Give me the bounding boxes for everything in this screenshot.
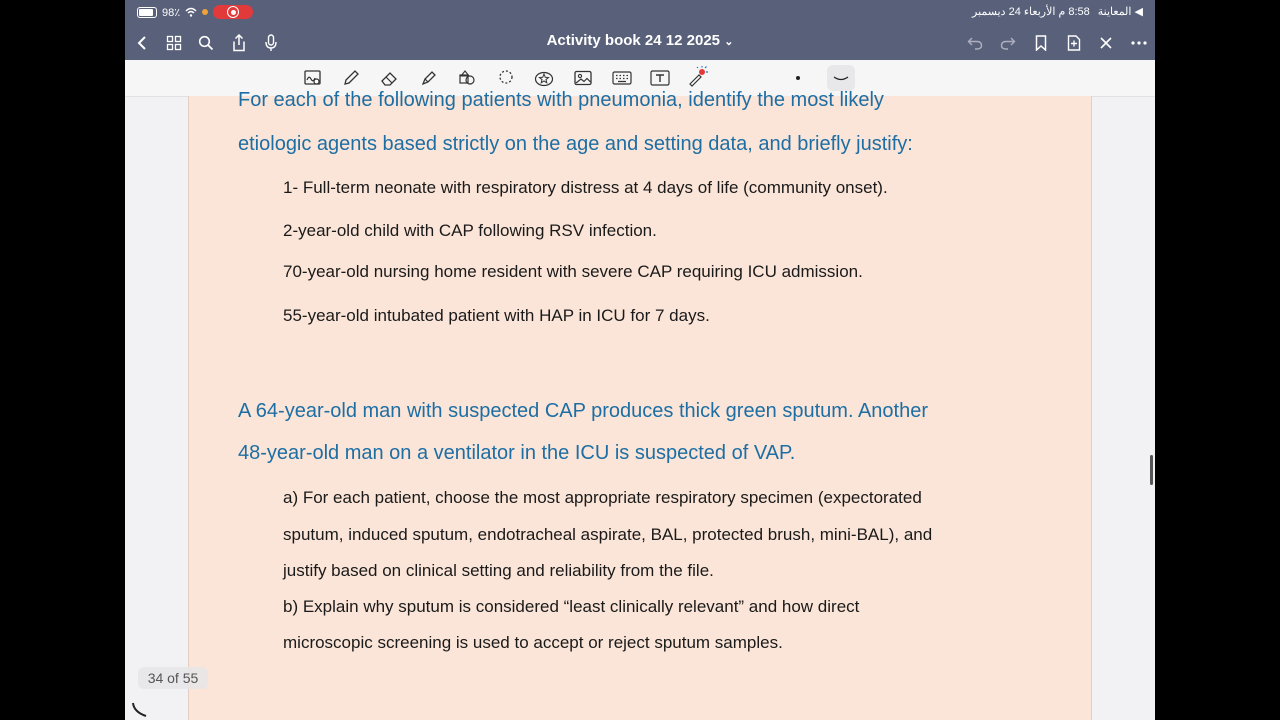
question1-line1: For each of the following patients with pneumonia, identify the most likely	[238, 89, 884, 111]
document-title-text: Activity book 24 12 2025	[546, 32, 721, 49]
question2-part-a-line1: a) For each patient, choose the most appropriate respiratory specimen (expectorated	[283, 488, 922, 507]
question1-item-3: 70-year-old nursing home resident with severe CAP requiring ICU admission.	[283, 262, 863, 281]
close-icon[interactable]	[1095, 32, 1117, 54]
question2-part-b-line2: microscopic screening is used to accept or reject sputum samples.	[283, 633, 783, 652]
screen-recording-icon[interactable]	[213, 5, 253, 19]
question2-part-a-line3: justify based on clinical setting and reliability from the file.	[283, 561, 714, 580]
question2-part-b-line1: b) Explain why sputum is considered “least clinically relevant” and how direct	[283, 597, 860, 616]
nav-row	[125, 28, 1155, 56]
app-frame	[125, 0, 1155, 720]
redo-icon[interactable]	[997, 32, 1019, 54]
back-to-app-link[interactable]: ◀ المعاينة	[1097, 6, 1143, 18]
bookmark-icon[interactable]	[1030, 32, 1052, 54]
corner-gesture-icon	[130, 700, 150, 720]
wifi-icon	[185, 7, 197, 17]
title-chevron-icon: ⌄	[724, 36, 734, 48]
scrollbar-thumb[interactable]	[1150, 455, 1153, 485]
question1-item-2: 2-year-old child with CAP following RSV infection.	[283, 221, 657, 240]
top-bar	[125, 0, 1155, 60]
question2-line1: A 64-year-old man with suspected CAP produces thick green sputum. Another	[238, 400, 929, 422]
undo-icon[interactable]	[964, 32, 986, 54]
page-counter: 34 of 55	[138, 667, 208, 689]
status-left	[137, 5, 253, 19]
question1-item-4: 55-year-old intubated patient with HAP in ICU for 7 days.	[283, 306, 710, 325]
question2-line2: 48-year-old man on a ventilator in the ICU is suspected of VAP.	[238, 442, 796, 464]
status-clock: 8:58 م الأربعاء 24 ديسمبر	[972, 6, 1090, 18]
battery-icon	[137, 7, 157, 18]
question1-line2: etiologic agents based strictly on the age and setting data, and briefly justify:	[238, 133, 913, 155]
battery-level: 98٪	[162, 6, 181, 19]
question1-item-1: 1- Full-term neonate with respiratory distress at 4 days of life (community onset).	[283, 178, 888, 197]
question2-part-a-line2: sputum, induced sputum, endotracheal aspirate, BAL, protected brush, mini-BAL), and	[283, 525, 933, 544]
document-page	[188, 89, 1092, 720]
privacy-dot-icon	[202, 9, 208, 15]
status-bar	[125, 0, 1155, 24]
more-options-icon[interactable]	[1128, 32, 1150, 54]
status-right	[972, 5, 1143, 18]
add-page-icon[interactable]	[1063, 32, 1085, 54]
